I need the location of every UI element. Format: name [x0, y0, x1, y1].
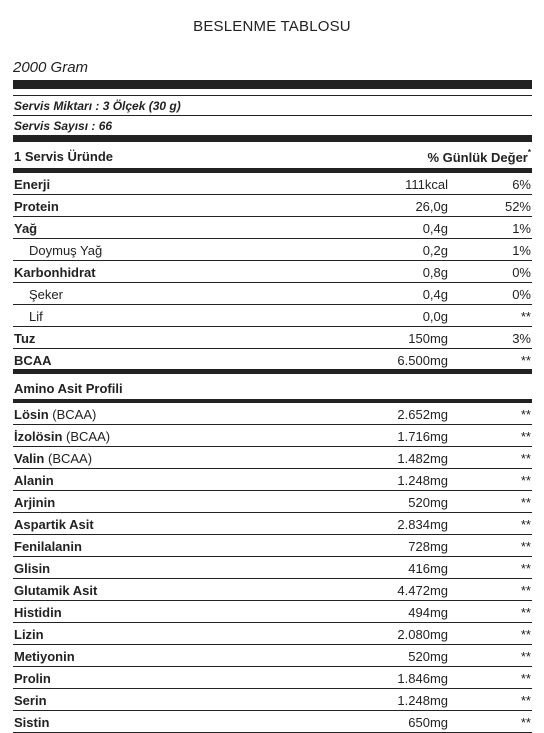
servings-row [13, 116, 532, 135]
amino-acid-label [14, 649, 75, 664]
table-row [13, 403, 532, 425]
header-daily-value-text: % Günlük Değer [427, 150, 528, 165]
nutrient-name: Enerji [14, 177, 51, 192]
amino-acid-label [14, 451, 92, 466]
serving-size-row [13, 95, 532, 116]
table-row [13, 601, 532, 623]
amino-acid-name: Alanin [14, 473, 54, 488]
nutrient-daily-value: 52% [504, 199, 531, 214]
amino-acid-amount: 2.834mg [397, 517, 448, 532]
nutrient-name: Doymuş Yağ [29, 243, 103, 258]
amino-acid-daily-value: ** [520, 693, 531, 708]
table-row [13, 645, 532, 667]
amino-acid-daily-value: ** [520, 627, 531, 642]
amino-acid-name: İzolösin [14, 429, 63, 444]
amino-list [13, 403, 532, 733]
bcaa-tag: (BCAA) [52, 407, 97, 422]
divider-thick [13, 135, 532, 142]
amino-acid-label [14, 407, 96, 422]
table-row [13, 469, 532, 491]
amino-acid-name: Lizin [14, 627, 44, 642]
nutrient-daily-value: 1% [512, 221, 531, 236]
amino-acid-amount: 1.248mg [397, 693, 448, 708]
amino-acid-name: Glisin [14, 561, 51, 576]
table-row [13, 173, 532, 195]
amino-acid-amount: 1.482mg [397, 451, 448, 466]
amino-acid-daily-value: ** [520, 407, 531, 422]
amino-acid-amount: 1.846mg [397, 671, 448, 686]
bcaa-tag: (BCAA) [47, 451, 93, 466]
amino-acid-label [14, 693, 47, 708]
amino-acid-amount: 2.652mg [397, 407, 448, 422]
amino-acid-name: Fenilalanin [14, 539, 82, 554]
nutrient-name: Tuz [14, 331, 36, 346]
nutrient-amount: 0,2g [422, 243, 448, 258]
amino-acid-name: Sistin [14, 715, 50, 730]
amino-acid-amount: 650mg [408, 715, 448, 730]
amino-acid-amount: 494mg [408, 605, 448, 620]
amino-acid-label [14, 715, 49, 730]
amino-acid-daily-value: ** [520, 671, 531, 686]
header-daily-value [427, 150, 531, 165]
table-row [13, 195, 532, 217]
table-row [13, 425, 532, 447]
amino-acid-daily-value: ** [520, 715, 531, 730]
amino-section-title-row [13, 374, 532, 400]
amino-acid-label [14, 539, 82, 554]
nutrient-daily-value: 1% [512, 243, 531, 258]
nutrient-amount: 6.500mg [397, 353, 448, 368]
nutrient-name: Protein [14, 199, 59, 214]
table-row [13, 535, 532, 557]
amino-acid-daily-value: ** [520, 473, 531, 488]
amino-acid-amount: 728mg [408, 539, 448, 554]
nutrient-amount: 0,0g [422, 309, 448, 324]
amino-acid-label [14, 561, 50, 576]
nutrient-daily-value: 6% [512, 177, 531, 192]
table-row [13, 623, 532, 645]
nutrient-daily-value: 0% [512, 265, 531, 280]
bcaa-tag: (BCAA) [66, 429, 111, 444]
table-header [13, 142, 532, 168]
table-row [13, 327, 532, 349]
amino-acid-name: Aspartik Asit [14, 517, 94, 532]
table-row [13, 217, 532, 239]
nutrient-amount: 0,4g [422, 287, 448, 302]
table-row [13, 305, 532, 327]
table-row [13, 261, 532, 283]
nutrient-name: Yağ [14, 221, 38, 236]
nutrient-daily-value: ** [520, 353, 531, 368]
amino-acid-name: Lösin [14, 407, 49, 422]
amino-acid-label [14, 627, 44, 642]
amino-acid-label [14, 605, 62, 620]
amino-acid-label [14, 583, 97, 598]
amino-section-title: Amino Asit Profili [14, 381, 123, 396]
divider-thick [13, 80, 532, 89]
table-row [13, 349, 532, 370]
package-size: 2000 Gram [13, 59, 89, 76]
amino-acid-daily-value: ** [520, 583, 531, 598]
amino-acid-label [14, 517, 94, 532]
nutrients-list [13, 173, 532, 370]
amino-acid-name: Glutamik Asit [14, 583, 98, 598]
nutrient-amount: 111kcal [405, 177, 448, 192]
page-title: BESLENME TABLOSU [193, 18, 351, 35]
nutrient-name: Lif [29, 309, 43, 324]
amino-acid-daily-value: ** [520, 649, 531, 664]
servings-count: Servis Sayısı : 66 [14, 119, 113, 133]
amino-acid-daily-value: ** [520, 517, 531, 532]
nutrient-daily-value: 0% [512, 287, 531, 302]
nutrient-daily-value: 3% [512, 331, 531, 346]
amino-acid-amount: 1.248mg [397, 473, 448, 488]
nutrient-name: Karbonhidrat [14, 265, 96, 280]
nutrient-name: BCAA [14, 353, 52, 368]
amino-acid-amount: 416mg [408, 561, 448, 576]
amino-acid-amount: 4.472mg [397, 583, 448, 598]
nutrient-amount: 150mg [408, 331, 448, 346]
table-row [13, 557, 532, 579]
amino-acid-amount: 2.080mg [397, 627, 448, 642]
amino-acid-label [14, 429, 110, 444]
serving-size: Servis Miktarı : 3 Ölçek (30 g) [14, 99, 181, 113]
nutrient-daily-value: ** [520, 309, 531, 324]
amino-acid-daily-value: ** [520, 539, 531, 554]
table-row [13, 491, 532, 513]
table-row [13, 447, 532, 469]
amino-acid-name: Histidin [14, 605, 62, 620]
amino-acid-label [14, 473, 54, 488]
amino-acid-daily-value: ** [520, 495, 531, 510]
nutrient-amount: 26,0g [415, 199, 448, 214]
table-row [13, 579, 532, 601]
amino-acid-name: Arjinin [14, 495, 56, 510]
nutrition-table [13, 59, 532, 733]
table-row [13, 513, 532, 535]
table-row [13, 689, 532, 711]
table-row [13, 283, 532, 305]
amino-acid-name: Serin [14, 693, 47, 708]
amino-acid-daily-value: ** [520, 561, 531, 576]
amino-acid-label [14, 495, 55, 510]
amino-acid-name: Valin [14, 451, 45, 466]
header-per-serving: 1 Servis Üründe [14, 149, 113, 164]
amino-acid-amount: 520mg [408, 495, 448, 510]
amino-acid-amount: 1.716mg [397, 429, 448, 444]
amino-acid-name: Prolin [14, 671, 51, 686]
amino-acid-label [14, 671, 51, 686]
table-row [13, 711, 532, 733]
table-row [13, 239, 532, 261]
footnote-mark: * [527, 148, 531, 157]
amino-acid-daily-value: ** [520, 429, 531, 444]
amino-acid-name: Metiyonin [14, 649, 75, 664]
nutrient-amount: 0,4g [422, 221, 448, 236]
nutrient-name: Şeker [29, 287, 63, 302]
amino-acid-amount: 520mg [408, 649, 448, 664]
nutrient-amount: 0,8g [422, 265, 448, 280]
amino-acid-daily-value: ** [520, 605, 531, 620]
table-row [13, 667, 532, 689]
amino-acid-daily-value: ** [520, 451, 531, 466]
